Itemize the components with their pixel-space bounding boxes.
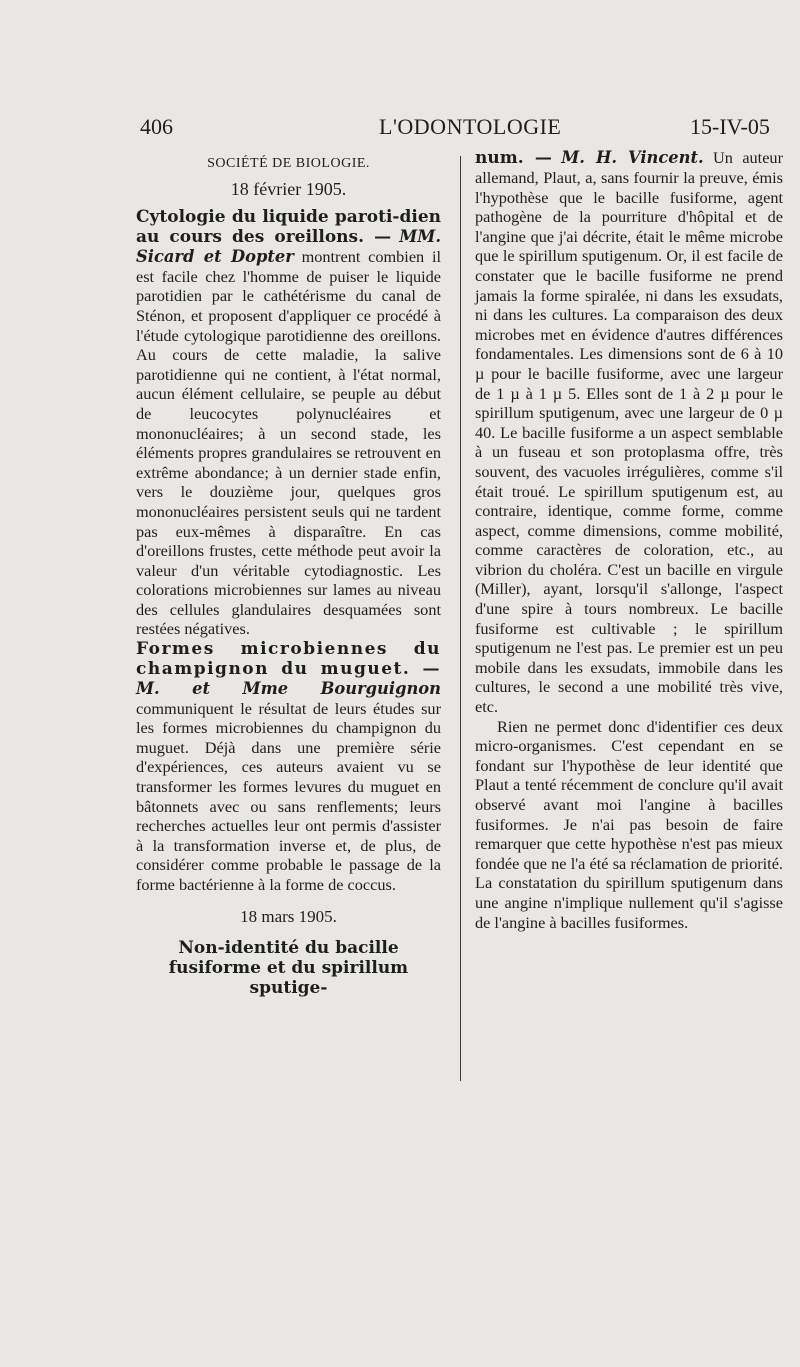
article-body-formes: communiquent le résultat de leurs études sur les formes microbiennes du champignon du muguet. Déjà dans une première série d'expériences, ces auteurs avaient vu se transformer les formes levures du muguet en bâtonnets avec ou sans renflements; leurs recherches actuelles leur ont permis d'assister à la transformation inverse et, de plus, de considérer comme probable le passage de la forme bactérienne à la forme de coccus.: [136, 698, 441, 894]
article-title-cytologie: Cytologie du liquide paroti-dien au cours des oreillons. —: [136, 207, 441, 248]
article-body-p1: Un auteur allemand, Plaut, a, sans fournir la preuve, émis l'hypothèse que le bacille fusiforme, agent pathogène de la pourriture d'hôpital et de l'angine que j'ai décrite, était le même microbe que le spirillum sputigenum. Or, il est facile de constater que le bacille fusiforme ne prend jamais la forme spiralée, ni dans les exsudats, ni dans les cultures. La comparaison des deux microbes met en évidence d'autres différences fondamentales. Les dimensions sont de 6 à 10 µ pour le bacille fusiforme, avec une largeur de 1 µ à 1 µ 5. Elles sont de 1 à 2 µ pour le spirillum sputigenum, avec une largeur de 0 µ 40. Le bacille fusiforme a un aspect semblable à un fuseau et son protoplasma offre, très souvent, des vacuoles irrégulières, comme s'il était troué. Le spirillum sputigenum est, au contraire, identique, comme forme, comme aspect, comme dimensions, comme mobilité, comme caractères de coloration, etc., au vibrion du choléra. C'est un bacille en virgule (Miller), ayant, lorsqu'il s'allonge, l'aspect d'une spire à tours nombreux. Le bacille fusiforme est cultivable ; le spirillum sputigenum ne l'est pas. Le premier est un peu mobile dans les exsudats, immobile dans les cultures, le second a une mobilité très vive, etc.: [475, 148, 783, 717]
page-number: 406: [140, 114, 173, 139]
session-date-2: 18 mars 1905.: [240, 906, 337, 926]
article-cytologie: [136, 207, 441, 639]
left-column: [136, 148, 441, 998]
journal-title: L'ODONTOLOGIE: [379, 114, 562, 139]
running-header: [0, 114, 800, 144]
article-title-non-identite: [136, 938, 441, 998]
society-heading: SOCIÉTÉ DE BIOLOGIE.: [207, 156, 370, 171]
article-non-identite-p2: Rien ne permet donc d'identifier ces deux micro-organismes. C'est cependant en se fondant sur l'hypothèse de leur identité que Plaut a tenté récemment de conclure qu'il avait observé avant moi l'angine à bacilles fusiformes. Je n'ai pas besoin de faire remarquer que cette hypothèse n'est pas mieux fondée que ne l'a été sa réclamation de priorité. La constatation du spirillum sputigenum dans une angine n'implique nullement qu'il s'agisse de l'angine à bacilles fusiformes.: [475, 716, 783, 932]
issue-date: 15-IV-05: [690, 114, 770, 139]
article-authors-cytologie: MM. Sicard et Dopter: [136, 227, 441, 267]
article-non-identite-p1: [475, 148, 783, 717]
article-title-continuation: num. —: [475, 148, 552, 168]
article-formes-microbiennes: [136, 639, 441, 895]
column-divider: [460, 156, 461, 1081]
session-date-1: 18 février 1905.: [230, 178, 347, 199]
article-title-non-identite-text: Non-identité du bacille fusiforme et du spirillum sputige-: [168, 938, 409, 999]
article-title-formes: Formes microbiennes du champignon du muguet. —: [136, 639, 441, 680]
article-author-vincent: M. H. Vincent.: [561, 148, 704, 167]
article-body-cytologie: montrent combien il est facile chez l'homme de puiser le liquide parotidien par le cathétérisme du canal de Sténon, et proposent d'appliquer ce procédé à l'étude cytologique parotidienne des oreillons. Au cours de cette maladie, la salive parotidienne qui ne contient, à l'état normal, aucun élément cellulaire, se peuple au début de leucocytes polynucléaires et mononucléaires; à un second stade, les éléments propres grandulaires se retrouvent en extrême abondance; à un dernier stade enfin, vers le douzième jour, quelques gros mononucléaires persistent seuls qui ne tardent pas eux-mêmes à disparaître. En cas d'oreillons frustes, cette méthode peut avoir la valeur d'un véritable cytodiagnostic. Les colorations microbiennes sur lames au niveau des cellules glandulaires desquamées sont restées négatives.: [136, 247, 442, 639]
right-column: [475, 148, 783, 932]
article-authors-formes: M. et Mme Bourguignon: [136, 679, 441, 699]
